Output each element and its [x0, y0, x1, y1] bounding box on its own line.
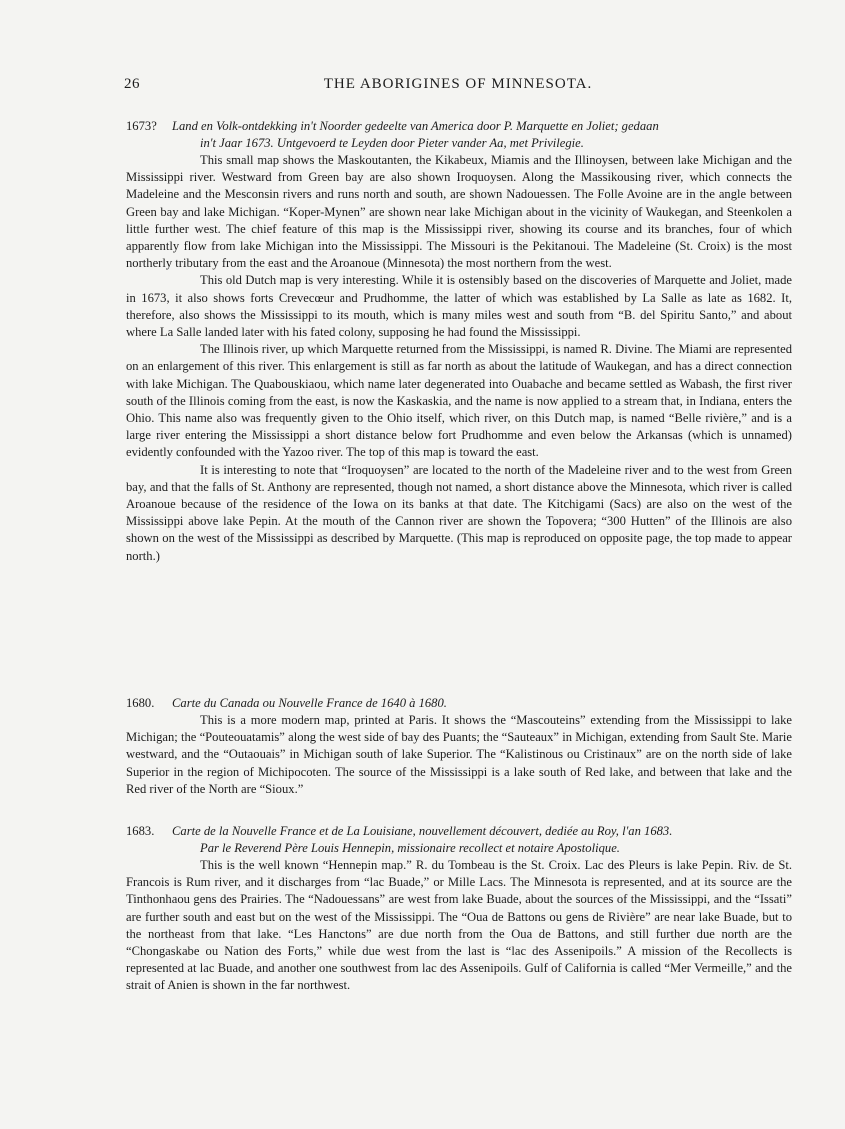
- map-entry-1680: [126, 695, 792, 798]
- map-entry-1673: [126, 118, 792, 565]
- entry-paragraph: It is interesting to note that “Iroquoysen” are located to the north of the Madeleine river and to the west from Green bay, and that the falls of St. Anthony are represented, though not named, a short distance above the Minnesota, which river is called Aroanoue because of the residence of the Iowa on its banks at that date. The Kitchigami (Sacs) are also on the west of the Mississippi above lake Pepin. At the mouth of the Cannon river are shown the Topovera; “300 Hutten” of the Illinois are also shown on the west of the Mississippi as described by Marquette. (This map is reproduced on opposite page, the top made to appear north.): [126, 462, 792, 563]
- entry-title-line: Land en Volk-ontdekking in't Noorder gedeelte van America door P. Marquette en Joliet; gedaan: [172, 119, 659, 133]
- page-header: [124, 76, 792, 96]
- entry-year: 1673?: [126, 119, 157, 133]
- entry-heading: [126, 695, 792, 712]
- entry-heading: [126, 118, 792, 152]
- entry-title: [172, 118, 792, 152]
- page-number: 26: [124, 76, 140, 92]
- entry-title-line: Carte de la Nouvelle France et de La Louisiane, nouvellement découvert, dediée au Roy, l'an 1683.: [172, 824, 673, 838]
- entry-paragraph: This old Dutch map is very interesting. While it is ostensibly based on the discoveries of Marquette and Joliet, made in 1673, it also shows forts Crevecœur and Prudhomme, the latter of which was established by La Salle as late as 1682. It, therefore, also shows the Mississippi to its mouth, which is many miles west and south from “B. del Spiritu Santo,” and about where La Salle landed later with his fated colony, supposing he had found the Mississippi.: [126, 273, 792, 340]
- entry-title-line: in't Jaar 1673. Untgevoerd te Leyden door Pieter vander Aa, met Privilegie.: [200, 136, 584, 150]
- map-entry-1683: [126, 823, 792, 995]
- entry-title-line: Carte du Canada ou Nouvelle France de 1640 à 1680.: [172, 696, 447, 710]
- entry-title: [172, 695, 792, 712]
- entry-year: 1680.: [126, 696, 155, 710]
- entry-paragraph: This is a more modern map, printed at Paris. It shows the “Mascouteins” extending from the Mississippi to lake Michigan; the “Pouteouatamis” along the west side of bay des Puants; the “Sauteaux” in Michigan, extending from Sault Ste. Marie westward, and the “Outaouais” in Michigan south of lake Superior. The “Kalistinous ou Cristinaux” are on the north side of lake Superior in the region of Michipocoten. The source of the Mississippi is a lake south of Red lake, and between that lake and the Red river of the North are “Sioux.”: [126, 713, 792, 796]
- entry-heading: [126, 823, 792, 857]
- entry-paragraph: This is the well known “Hennepin map.” R. du Tombeau is the St. Croix. Lac des Pleurs is lake Pepin. Riv. de St. Francois is Rum river, and it discharges from “lac Buade,” or Mille Lacs. The Minnesota is represented, and at its source are the Tinthonhaou gens des Prairies. The “Nadouessans” are west from lake Buade, about the sources of the Mississippi, and the “Issati” are further south and east but on the west of the Mississippi. The “Oua de Battons ou gens de Rivière” are near lake Buade, but to the northeast from that lake. “Les Hanctons” are due north from the Oua de Battons, and still further due north are the “Chongaskabe ou Nation des Forts,” while due west from the last is “lac des Assenipoils.” A mission of the Recollects is represented at lac Buade, and another one southwest from lac des Assenipoils. Gulf of California is called “Mer Vermeille,” and the strait of Anien is shown in the far northwest.: [126, 858, 792, 993]
- entry-title: [172, 823, 792, 857]
- entry-paragraph: This small map shows the Maskoutanten, the Kikabeux, Miamis and the Illinoysen, between lake Michigan and the Mississippi river. Westward from Green bay are also shown Iroquoysen. Along the Massikousing river, which connects the Madeleine and the Mesconsin rivers and runs north and south, are shown Nadouessen. The Folle Avoine are in the angle between Green bay and lake Michigan. “Koper-Mynen” are shown near lake Michigan about in the vicinity of Waukegan, and Steenkolen a little further west. The chief feature of this map is the Mississippi river, showing its course and its branches, four of which apparently flow from lake Michigan into the Mississippi. The Missouri is the Pekitanoui. The Madeleine (St. Croix) is the most northerly tributary from the east and the Aroanoue (Minnesota) the most northern from the west.: [126, 153, 792, 271]
- entry-year: 1683.: [126, 824, 155, 838]
- entry-title-line: Par le Reverend Père Louis Hennepin, missionaire recollect et notaire Apostolique.: [200, 841, 620, 855]
- entry-paragraph: The Illinois river, up which Marquette returned from the Mississippi, is named R. Divine. The Miami are represented on an enlargement of this river. This enlargement is still as far north as about the latitude of Waukegan, and has a direct connection with lake Michigan. The Quabouskiaou, which name later degenerated into Ouabache and became settled as Wabash, the first river south of the Illinois coming from the east, is now the Kaskaskia, and the name is now applied to a stream that, in Indiana, enters the Ohio. This name also was frequently given to the Ohio itself, which river, on this Dutch map, is named “Belle rivière,” and is a large river entering the Mississippi a short distance below fort Prudhomme and even below the Arkansas (which is unnamed) evidently confounded with the Yazoo river. The top of this map is toward the east.: [126, 342, 792, 460]
- running-title: THE ABORIGINES OF MINNESOTA.: [323, 76, 593, 92]
